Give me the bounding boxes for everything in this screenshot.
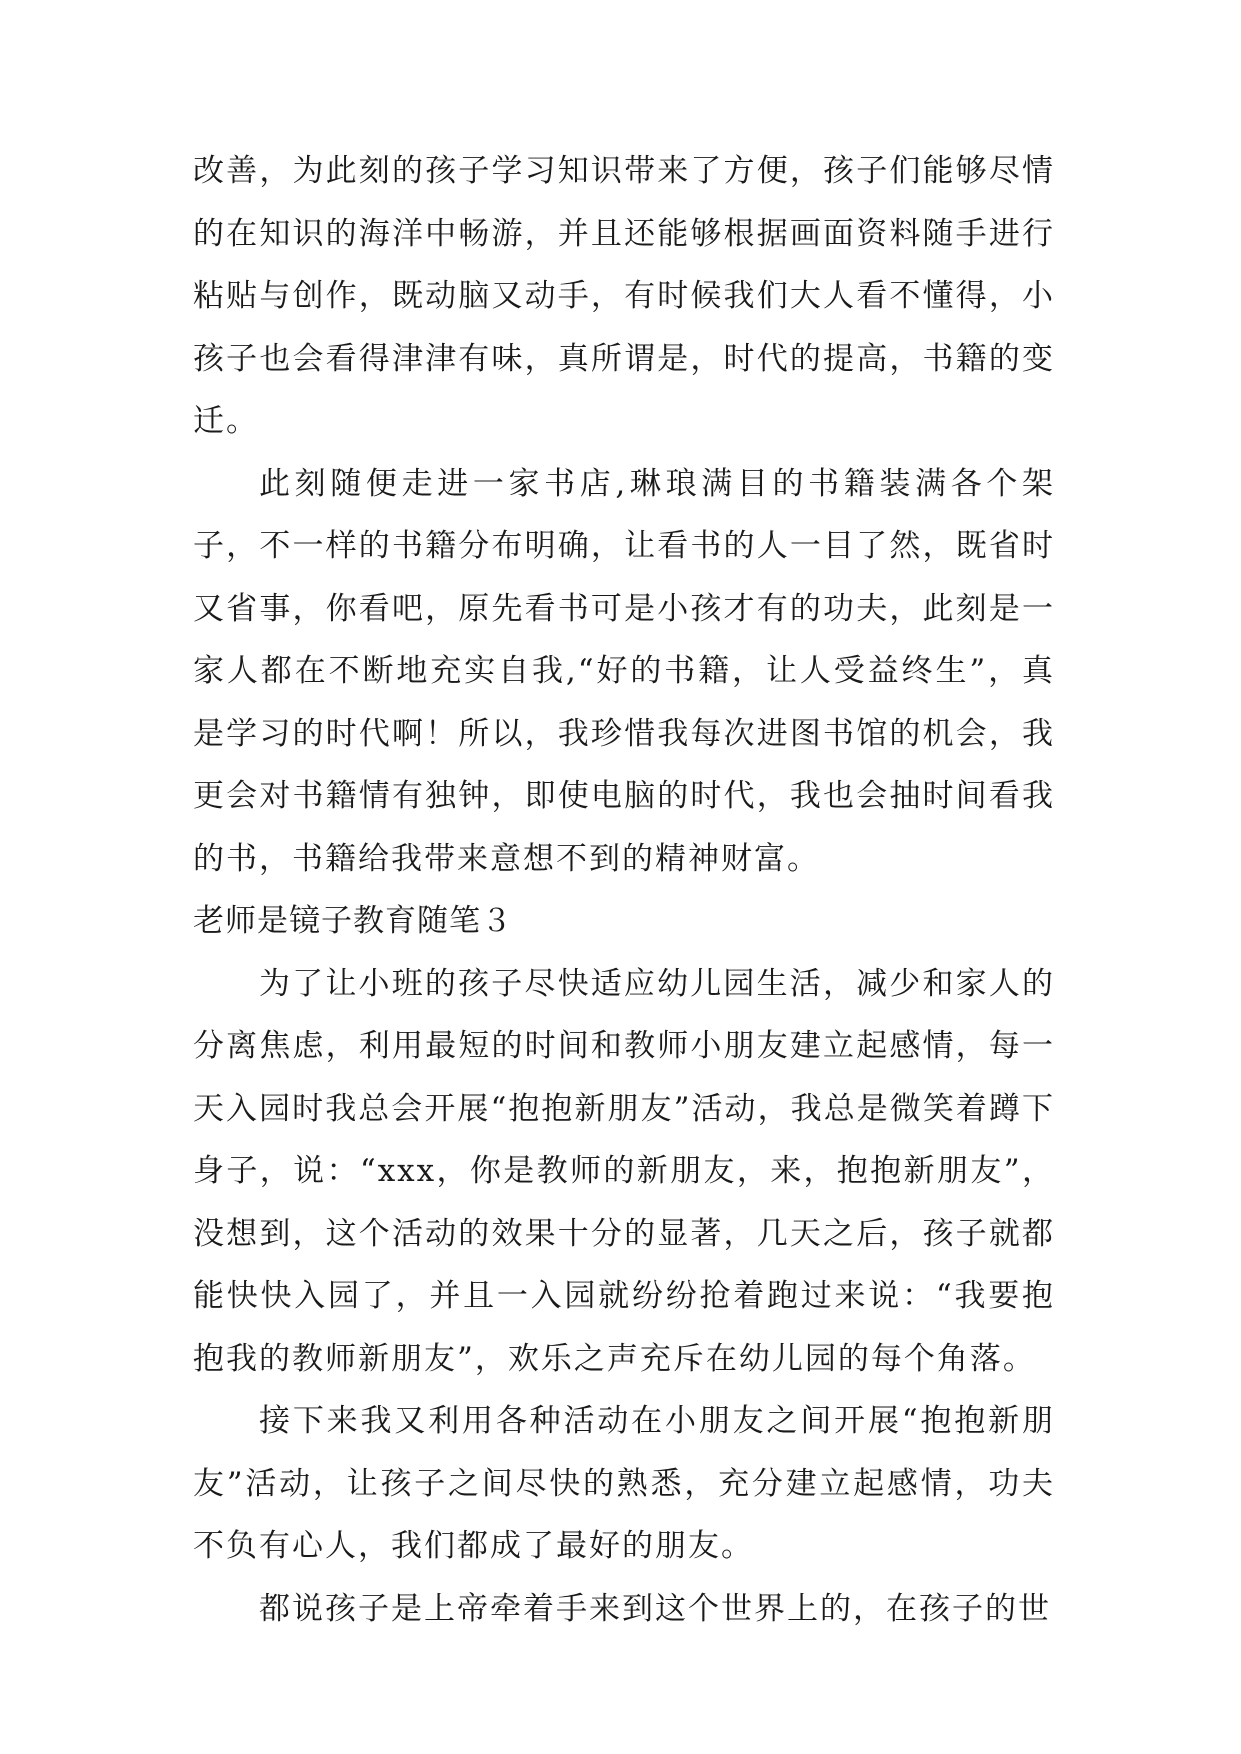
- section-heading: 老师是镜子教育随笔３: [193, 903, 513, 939]
- paragraph-children-world: 都说孩子是上帝牵着手来到这个世界上的，在孩子的世: [259, 1590, 1051, 1627]
- document-body: [193, 140, 1055, 1640]
- paragraph-friends: 接下来我又利用各种活动在小朋友之间开展“抱抱新朋友”活动，让孩子之间尽快的熟悉，充分建立起感情，功夫不负有心人，我们都成了最好的朋友。: [193, 1403, 1055, 1564]
- paragraph-continued: 改善，为此刻的孩子学习知识带来了方便，孩子们能够尽情的在知识的海洋中畅游，并且还能够根据画面资料随手进行粘贴与创作，既动脑又动手，有时候我们大人看不懂得，小孩子也会看得津津有味，真所谓是，时代的提高，书籍的变迁。: [193, 153, 1055, 439]
- paragraph-bookstore: 此刻随便走进一家书店,琳琅满目的书籍装满各个架子，不一样的书籍分布明确，让看书的人一目了然，既省时又省事，你看吧，原先看书可是小孩才有的功夫，此刻是一家人都在不断地充实自我,“好的书籍，让人受益终生”，真是学习的时代啊！所以，我珍惜我每次进图书馆的机会，我更会对书籍情有独钟，即使电脑的时代，我也会抽时间看我的书，书籍给我带来意想不到的精神财富。: [193, 465, 1055, 877]
- paragraph-hug-activity: 为了让小班的孩子尽快适应幼儿园生活，减少和家人的分离焦虑，利用最短的时间和教师小朋友建立起感情，每一天入园时我总会开展“抱抱新朋友”活动，我总是微笑着蹲下身子，说：“xxx，你是教师的新朋友，来，抱抱新朋友”，没想到，这个活动的效果十分的显著，几天之后，孩子就都能快快入园了，并且一入园就纷纷抢着跑过来说：“我要抱抱我的教师新朋友”，欢乐之声充斥在幼儿园的每个角落。: [193, 965, 1055, 1377]
